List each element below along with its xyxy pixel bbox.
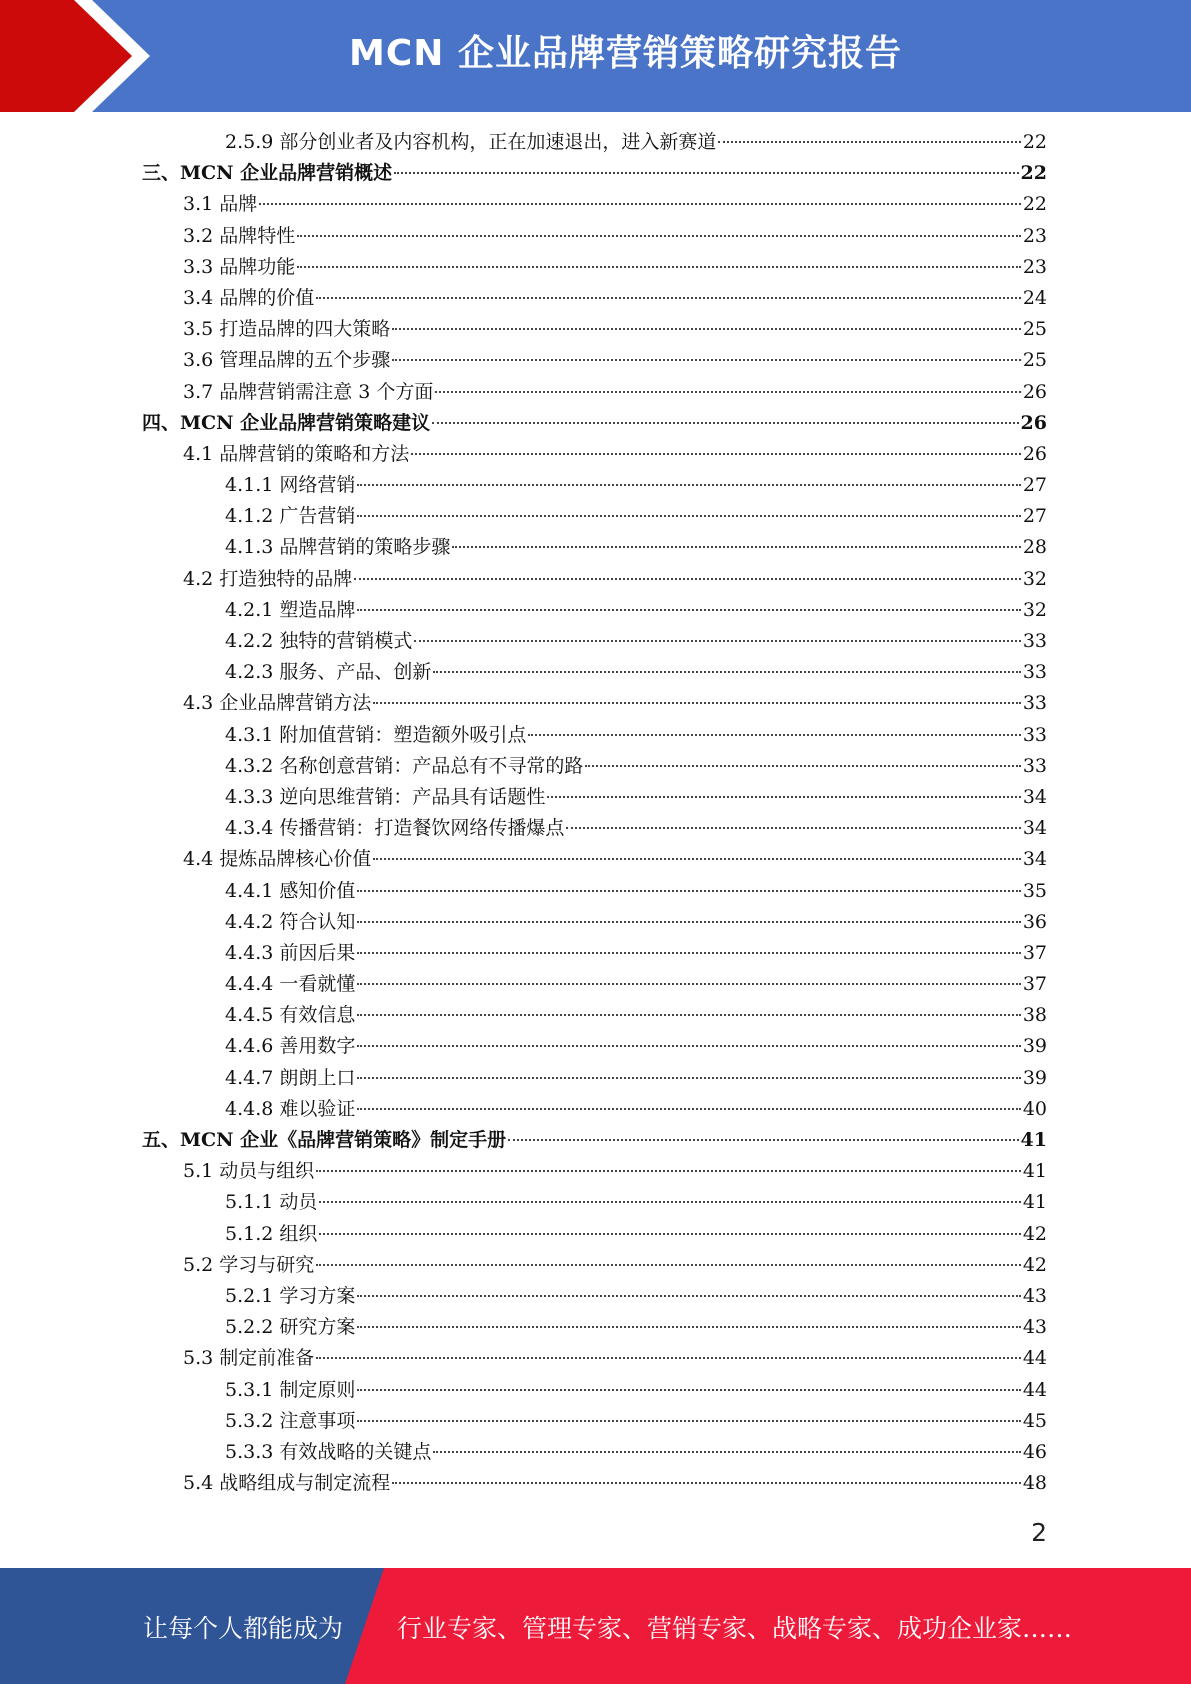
toc-dot-leader bbox=[316, 297, 1021, 299]
toc-entry[interactable] bbox=[0, 127, 1047, 158]
toc-entry-page: 41 bbox=[1022, 1191, 1047, 1214]
toc-dot-leader bbox=[319, 1201, 1020, 1203]
toc-dot-leader bbox=[357, 1108, 1020, 1110]
toc-entry-label: 五、MCN 企业《品牌营销策略》制定手册 bbox=[142, 1129, 507, 1151]
toc-entry-page: 38 bbox=[1022, 1004, 1047, 1027]
toc-entry-label: 4.4.2 符合认知 bbox=[225, 910, 356, 933]
toc-entry-page: 46 bbox=[1022, 1440, 1047, 1463]
toc-dot-leader bbox=[357, 1389, 1020, 1391]
toc-dot-leader bbox=[316, 1357, 1021, 1359]
toc-entry[interactable] bbox=[0, 501, 1047, 532]
toc-dot-leader bbox=[297, 235, 1021, 237]
toc-dot-leader bbox=[452, 546, 1020, 548]
toc-entry[interactable] bbox=[0, 314, 1047, 345]
toc-entry-label: 5.4 战略组成与制定流程 bbox=[183, 1472, 391, 1495]
toc-entry[interactable] bbox=[0, 938, 1047, 969]
toc-entry[interactable] bbox=[0, 969, 1047, 1000]
toc-entry[interactable] bbox=[0, 657, 1047, 688]
toc-entry[interactable] bbox=[0, 470, 1047, 501]
toc-dot-leader bbox=[585, 765, 1020, 767]
toc-entry-label: 4.4.4 一看就懂 bbox=[225, 973, 356, 996]
toc-dot-leader bbox=[357, 1420, 1020, 1422]
page-number: 2 bbox=[1031, 1518, 1047, 1547]
toc-entry-page: 24 bbox=[1022, 286, 1047, 309]
toc-dot-leader bbox=[357, 1045, 1020, 1047]
toc-entry-label: 5.3 制定前准备 bbox=[183, 1347, 315, 1370]
toc-dot-leader bbox=[392, 328, 1021, 330]
table-of-contents bbox=[0, 127, 1191, 1499]
toc-entry-label: 4.3.1 附加值营销：塑造额外吸引点 bbox=[225, 723, 527, 746]
toc-dot-leader bbox=[373, 702, 1021, 704]
toc-entry-page: 33 bbox=[1022, 754, 1047, 777]
toc-dot-leader bbox=[357, 890, 1020, 892]
toc-entry-label: 3.6 管理品牌的五个步骤 bbox=[183, 349, 391, 372]
toc-entry[interactable] bbox=[0, 408, 1047, 439]
toc-entry[interactable] bbox=[0, 158, 1047, 189]
toc-dot-leader bbox=[411, 453, 1021, 455]
toc-entry[interactable] bbox=[0, 813, 1047, 844]
toc-entry[interactable] bbox=[0, 595, 1047, 626]
toc-entry[interactable] bbox=[0, 1000, 1047, 1031]
toc-dot-leader bbox=[433, 1451, 1020, 1453]
toc-entry-page: 22 bbox=[1022, 131, 1047, 153]
toc-entry[interactable] bbox=[0, 532, 1047, 563]
toc-dot-leader bbox=[316, 1264, 1021, 1266]
toc-dot-leader bbox=[357, 609, 1020, 611]
toc-entry-page: 22 bbox=[1020, 162, 1047, 185]
toc-entry-page: 23 bbox=[1022, 255, 1047, 278]
toc-entry[interactable] bbox=[0, 1187, 1047, 1218]
toc-entry-label: 3.5 打造品牌的四大策略 bbox=[183, 318, 391, 341]
toc-entry[interactable] bbox=[0, 1031, 1047, 1062]
toc-entry-label: 4.4.3 前因后果 bbox=[225, 941, 356, 964]
toc-entry-page: 40 bbox=[1022, 1097, 1047, 1120]
toc-entry-page: 34 bbox=[1022, 848, 1047, 871]
toc-entry[interactable] bbox=[0, 1063, 1047, 1094]
toc-entry[interactable] bbox=[0, 782, 1047, 813]
toc-entry-label: 四、MCN 企业品牌营销策略建议 bbox=[142, 411, 431, 434]
toc-entry-label: 4.1.1 网络营销 bbox=[225, 474, 356, 497]
toc-entry-label: 4.4 提炼品牌核心价值 bbox=[183, 848, 372, 871]
toc-entry-label: 5.2.2 研究方案 bbox=[225, 1316, 356, 1339]
toc-entry-page: 39 bbox=[1022, 1066, 1047, 1089]
toc-entry[interactable] bbox=[0, 564, 1047, 595]
toc-entry[interactable] bbox=[0, 1406, 1047, 1437]
toc-dot-leader bbox=[354, 578, 1021, 580]
page-header bbox=[0, 0, 1191, 112]
toc-entry-label: 4.3.2 名称创意营销：产品总有不寻常的路 bbox=[225, 754, 584, 777]
toc-entry-page: 37 bbox=[1022, 941, 1047, 964]
toc-entry-page: 42 bbox=[1022, 1253, 1047, 1276]
toc-entry[interactable] bbox=[0, 1343, 1047, 1374]
toc-entry-page: 26 bbox=[1022, 380, 1047, 403]
toc-entry-label: 4.3.3 逆向思维营销：产品具有话题性 bbox=[225, 785, 546, 808]
toc-dot-leader bbox=[297, 266, 1021, 268]
toc-entry[interactable] bbox=[0, 907, 1047, 938]
toc-entry[interactable] bbox=[0, 1250, 1047, 1281]
toc-dot-leader bbox=[316, 1170, 1021, 1172]
toc-entry[interactable] bbox=[0, 1125, 1047, 1156]
toc-entry-label: 3.4 品牌的价值 bbox=[183, 286, 315, 309]
toc-entry[interactable] bbox=[0, 252, 1047, 283]
toc-entry-page: 32 bbox=[1022, 598, 1047, 621]
toc-entry-label: 5.1 动员与组织 bbox=[183, 1160, 315, 1183]
toc-entry[interactable] bbox=[0, 283, 1047, 314]
toc-dot-leader bbox=[414, 640, 1020, 642]
toc-entry-label: 3.2 品牌特性 bbox=[183, 224, 296, 247]
toc-entry-page: 28 bbox=[1022, 536, 1047, 559]
toc-entry-page: 26 bbox=[1022, 442, 1047, 465]
toc-entry-label: 4.3.4 传播营销：打造餐饮网络传播爆点 bbox=[225, 817, 565, 840]
toc-dot-leader bbox=[547, 796, 1020, 798]
toc-entry-page: 27 bbox=[1022, 505, 1047, 528]
toc-entry-label: 5.3.3 有效战略的关键点 bbox=[225, 1440, 432, 1463]
toc-dot-leader bbox=[373, 858, 1021, 860]
toc-entry[interactable] bbox=[0, 626, 1047, 657]
toc-entry-label: 4.2.1 塑造品牌 bbox=[225, 598, 356, 621]
toc-entry-page: 33 bbox=[1022, 630, 1047, 652]
toc-dot-leader bbox=[566, 827, 1020, 829]
toc-entry-page: 37 bbox=[1022, 973, 1047, 996]
toc-entry-label: 4.3 企业品牌营销方法 bbox=[183, 692, 372, 715]
toc-dot-leader bbox=[433, 671, 1020, 673]
toc-dot-leader bbox=[508, 1139, 1018, 1141]
toc-entry-label: 5.2 学习与研究 bbox=[183, 1253, 315, 1276]
toc-dot-leader bbox=[357, 484, 1020, 486]
toc-dot-leader bbox=[357, 921, 1020, 923]
toc-dot-leader bbox=[357, 515, 1020, 517]
toc-dot-leader bbox=[319, 1233, 1020, 1235]
toc-entry[interactable] bbox=[0, 1312, 1047, 1343]
toc-entry-label: 2.5.9 部分创业者及内容机构，正在加速退出，进入新赛道 bbox=[225, 131, 717, 153]
toc-dot-leader bbox=[435, 391, 1020, 393]
toc-entry-page: 25 bbox=[1022, 318, 1047, 341]
toc-entry-label: 三、MCN 企业品牌营销概述 bbox=[142, 162, 393, 185]
toc-dot-leader bbox=[392, 1482, 1021, 1484]
toc-entry-page: 32 bbox=[1022, 567, 1047, 590]
toc-entry[interactable] bbox=[0, 345, 1047, 376]
toc-entry[interactable] bbox=[0, 1156, 1047, 1187]
page-footer bbox=[0, 1568, 1191, 1684]
toc-dot-leader bbox=[357, 983, 1020, 985]
toc-entry[interactable] bbox=[0, 1094, 1047, 1125]
toc-entry-label: 5.1.2 组织 bbox=[225, 1222, 318, 1245]
toc-entry-label: 3.3 品牌功能 bbox=[183, 255, 296, 278]
toc-entry[interactable] bbox=[0, 1468, 1047, 1499]
document-title: MCN 企业品牌营销策略研究报告 bbox=[349, 33, 902, 74]
toc-entry-label: 5.3.1 制定原则 bbox=[225, 1378, 356, 1401]
toc-entry-page: 34 bbox=[1022, 785, 1047, 808]
toc-entry-page: 36 bbox=[1022, 910, 1047, 933]
toc-dot-leader bbox=[357, 1077, 1020, 1079]
toc-entry[interactable] bbox=[0, 221, 1047, 252]
toc-entry-label: 3.7 品牌营销需注意 3 个方面 bbox=[183, 380, 434, 403]
toc-entry-page: 42 bbox=[1022, 1222, 1047, 1245]
toc-entry-label: 4.1.2 广告营销 bbox=[225, 505, 356, 528]
toc-entry-label: 4.4.6 善用数字 bbox=[225, 1035, 356, 1058]
toc-entry-page: 26 bbox=[1020, 411, 1047, 434]
toc-entry-page: 43 bbox=[1022, 1284, 1047, 1307]
toc-entry-label: 4.2.3 服务、产品、创新 bbox=[225, 661, 432, 684]
toc-entry-page: 48 bbox=[1022, 1472, 1047, 1495]
toc-entry-page: 25 bbox=[1022, 349, 1047, 372]
toc-entry-page: 45 bbox=[1022, 1409, 1047, 1432]
toc-dot-leader bbox=[259, 203, 1021, 205]
footer-slogan-right: 行业专家、管理专家、营销专家、战略专家、成功企业家…… bbox=[397, 1614, 1073, 1643]
toc-entry-page: 33 bbox=[1022, 661, 1047, 684]
toc-entry-label: 4.1 品牌营销的策略和方法 bbox=[183, 442, 410, 465]
toc-entry-page: 27 bbox=[1022, 474, 1047, 497]
toc-entry[interactable] bbox=[0, 189, 1047, 220]
toc-dot-leader bbox=[394, 172, 1018, 174]
toc-entry[interactable] bbox=[0, 439, 1047, 470]
toc-entry-page: 34 bbox=[1022, 817, 1047, 840]
toc-entry-label: 4.4.8 难以验证 bbox=[225, 1097, 356, 1120]
toc-entry[interactable] bbox=[0, 688, 1047, 719]
toc-entry-label: 4.4.1 感知价值 bbox=[225, 879, 356, 902]
toc-entry-label: 4.2 打造独特的品牌 bbox=[183, 567, 353, 590]
toc-entry[interactable] bbox=[0, 377, 1047, 408]
toc-entry-page: 43 bbox=[1022, 1316, 1047, 1339]
toc-entry[interactable] bbox=[0, 1375, 1047, 1406]
footer-slogan-left: 让每个人都能成为 bbox=[143, 1614, 344, 1643]
toc-entry[interactable] bbox=[0, 1281, 1047, 1312]
toc-dot-leader bbox=[357, 1295, 1020, 1297]
toc-entry-label: 3.1 品牌 bbox=[183, 193, 258, 216]
toc-entry-page: 22 bbox=[1022, 193, 1047, 216]
toc-entry[interactable] bbox=[0, 876, 1047, 907]
toc-dot-leader bbox=[357, 1014, 1020, 1016]
toc-entry-page: 23 bbox=[1022, 224, 1047, 247]
toc-entry-page: 35 bbox=[1022, 879, 1047, 902]
toc-dot-leader bbox=[432, 422, 1018, 424]
toc-entry-page: 41 bbox=[1022, 1160, 1047, 1183]
toc-dot-leader bbox=[392, 359, 1021, 361]
toc-entry-page: 44 bbox=[1022, 1347, 1047, 1370]
toc-entry-label: 4.4.7 朗朗上口 bbox=[225, 1066, 356, 1089]
toc-dot-leader bbox=[357, 952, 1020, 954]
toc-dot-leader bbox=[357, 1326, 1020, 1328]
toc-entry-label: 5.2.1 学习方案 bbox=[225, 1284, 356, 1307]
toc-entry[interactable] bbox=[0, 844, 1047, 875]
toc-entry[interactable] bbox=[0, 1437, 1047, 1468]
toc-entry-page: 33 bbox=[1022, 692, 1047, 715]
toc-entry[interactable] bbox=[0, 751, 1047, 782]
toc-entry-label: 5.3.2 注意事项 bbox=[225, 1409, 356, 1432]
toc-entry[interactable] bbox=[0, 1219, 1047, 1250]
toc-entry-page: 39 bbox=[1022, 1035, 1047, 1058]
toc-dot-leader bbox=[718, 141, 1020, 143]
toc-dot-leader bbox=[528, 734, 1020, 736]
toc-entry-label: 5.1.1 动员 bbox=[225, 1191, 318, 1214]
toc-entry-label: 4.4.5 有效信息 bbox=[225, 1004, 356, 1027]
toc-entry-page: 44 bbox=[1022, 1378, 1047, 1401]
toc-entry-page: 41 bbox=[1020, 1129, 1047, 1151]
toc-entry[interactable] bbox=[0, 720, 1047, 751]
toc-entry-label: 4.2.2 独特的营销模式 bbox=[225, 630, 413, 652]
toc-entry-label: 4.1.3 品牌营销的策略步骤 bbox=[225, 536, 451, 559]
toc-entry-page: 33 bbox=[1022, 723, 1047, 746]
